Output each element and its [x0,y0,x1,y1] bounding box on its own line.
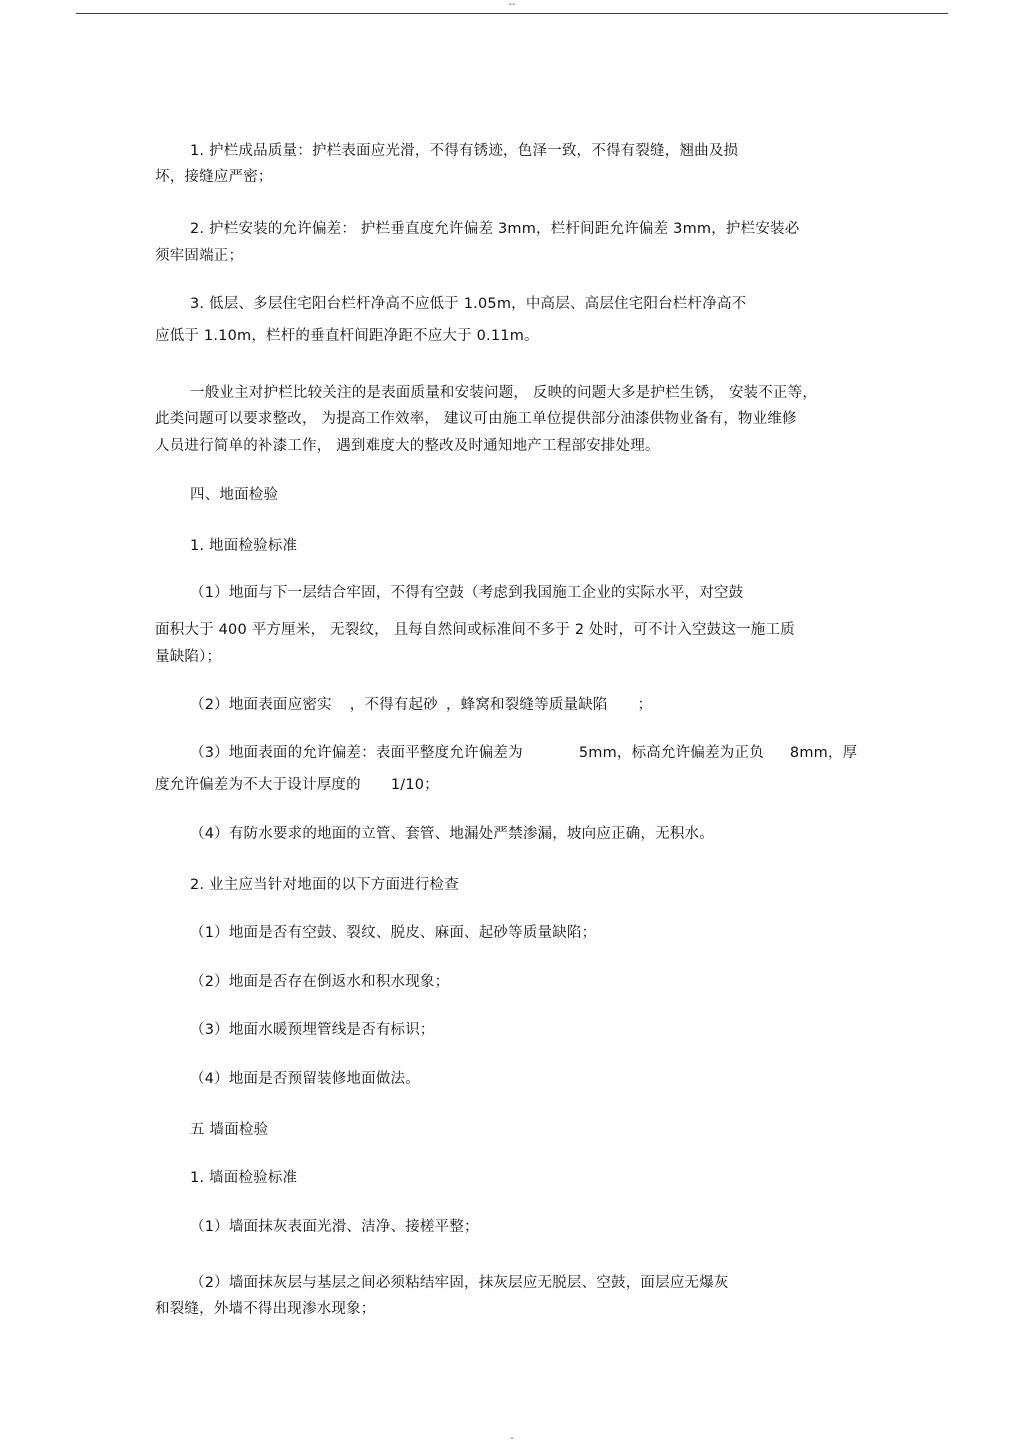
text-fragment: （2）地面表面应密实 [190,697,332,713]
text-fragment: 1/10； [390,777,439,793]
text-line: （3）地面水暖预埋管线是否有标识； [190,1022,435,1038]
text-line [155,776,439,794]
subsection-heading: 2. 业主应当针对地面的以下方面进行检查 [190,877,459,893]
text-line: （2）墙面抹灰层与基层之间必须粘结牢固，抹灰层应无脱层、空鼓，面层应无爆灰 [190,1275,729,1291]
page-footer-mark: - [510,1433,514,1444]
text-fragment: 8mm，厚 [789,745,858,761]
text-fragment: 度允许偏差为不大于设计厚度的 [155,777,361,793]
text-line: 面积大于 400 平方厘米， 无裂纹， 且每自然间或标准间不多于 2 处时，可不计入空鼓这一施工质 [155,622,795,638]
section-heading: 四、地面检验 [190,487,279,503]
text-line: 和裂缝，外墙不得出现渗水现象； [155,1301,376,1317]
text-line: 3. 低层、多层住宅阳台栏杆净高不应低于 1.05m，中高层、高层住宅阳台栏杆净高不 [190,296,747,312]
header-rule [76,13,948,14]
text-line: 此类问题可以要求整改， 为提高工作效率， 建议可由施工单位提供部分油漆供物业备有，物业维修 [155,411,797,427]
text-line: 1. 护栏成品质量：护栏表面应光滑，不得有锈迹，色泽一致，不得有裂缝，翘曲及损 [190,143,739,159]
text-line: （4）地面是否预留装修地面做法。 [190,1071,420,1087]
text-line: （2）地面是否存在倒返水和积水现象； [190,974,450,990]
text-line [190,744,857,762]
text-line [190,696,652,714]
text-line: 坏，接缝应严密； [155,169,273,185]
subsection-heading: 1. 地面检验标准 [190,538,298,554]
text-fragment: （3）地面表面的允许偏差：表面平整度允许偏差为 [190,745,523,761]
text-line: 一般业主对护栏比较关注的是表面质量和安装问题， 反映的问题大多是护栏生锈， 安装不正等， [190,385,818,401]
text-line: 量缺陷）； [155,649,222,665]
subsection-heading: 1. 墙面检验标准 [190,1170,298,1186]
text-fragment: ； [637,697,653,713]
text-line: 2. 护栏安装的允许偏差： 护栏垂直度允许偏差 3mm，栏杆间距允许偏差 3mm，护栏安装必 [190,221,800,237]
page-header-mark: -- [508,0,516,10]
text-line: （1）墙面抹灰表面光滑、洁净、接槎平整； [190,1219,479,1235]
text-line: （1）地面与下一层结合牢固，不得有空鼓（考虑到我国施工企业的实际水平，对空鼓 [190,585,744,601]
text-fragment: ，蜂窝和裂缝等质量缺陷 [445,697,608,713]
text-line: （4）有防水要求的地面的立管、套管、地漏处严禁渗漏，坡向应正确，无积水。 [190,826,714,842]
text-line: 人员进行简单的补漆工作， 遇到难度大的整改及时通知地产工程部安排处理。 [155,438,660,454]
text-fragment: ，不得有起砂 [349,697,438,713]
text-line: （1）地面是否有空鼓、裂纹、脱皮、麻面、起砂等质量缺陷； [190,925,597,941]
text-line: 须牢固端正； [155,248,244,264]
text-line: 应低于 1.10m，栏杆的垂直杆间距净距不应大于 0.11m。 [155,328,539,344]
text-fragment: 5mm，标高允许偏差为正负 [578,745,764,761]
section-heading: 五 墙面检验 [190,1122,269,1138]
